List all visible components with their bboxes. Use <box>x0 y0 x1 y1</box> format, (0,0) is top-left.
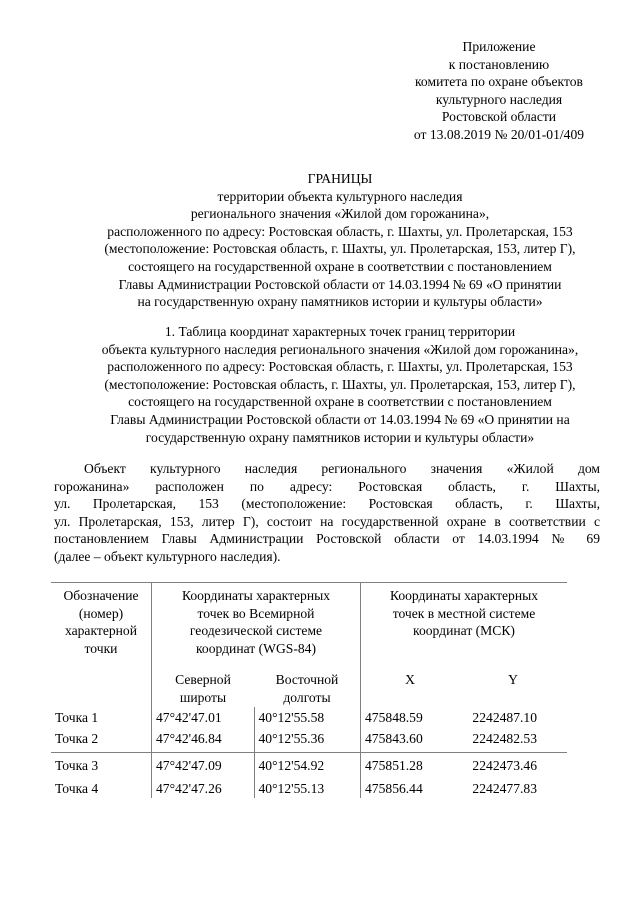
header-text: Y <box>508 672 518 688</box>
paragraph-line: постановлением Главы Администрации Ростовской области от 14.03.1994 № 69 <box>54 531 600 547</box>
cell-point: Точка 2 <box>51 730 152 752</box>
cell-y: 2242487.10 <box>472 709 537 725</box>
title-heading: ГРАНИЦЫ <box>307 171 373 186</box>
section-heading <box>40 323 640 446</box>
header-text: Восточной <box>275 672 339 688</box>
title-line: Главы Администрации Ростовской области от 14.03.1994 № 69 «О принятии <box>118 276 562 292</box>
table-subheader-row <box>51 657 567 706</box>
cell-lon: 40°12'55.36 <box>254 730 361 752</box>
body-paragraph <box>54 460 600 566</box>
cell-lat: 47°42'47.09 <box>152 752 255 778</box>
header-text: Координаты характерных <box>181 588 331 603</box>
header-text: долготы <box>283 689 331 705</box>
cell-y: 2242482.53 <box>459 730 567 752</box>
header-text: координат (МСК) <box>413 623 515 639</box>
header-point-id <box>51 583 152 658</box>
cell-lat: 47°42'46.84 <box>152 730 255 752</box>
appendix-line: комитета по охране объектов <box>415 74 583 90</box>
appendix-header <box>380 38 618 144</box>
header-wgs84 <box>152 583 361 658</box>
table-row <box>51 778 567 798</box>
header-y <box>459 657 567 706</box>
header-text: точки <box>84 640 118 656</box>
table-header-row <box>51 583 567 658</box>
paragraph-line: Объект культурного наследия регионального значения «Жилой дом <box>84 461 600 476</box>
header-north-lat <box>152 657 255 706</box>
paragraph-line: (далее – объект культурного наследия). <box>54 548 281 564</box>
appendix-line: Приложение <box>462 39 536 54</box>
appendix-line: от 13.08.2019 № 20/01-01/409 <box>413 126 585 142</box>
appendix-line: культурного наследия <box>435 91 563 107</box>
header-msk <box>361 583 568 658</box>
header-text: широты <box>179 689 227 705</box>
paragraph-line: горожанина» расположен по адресу: Ростовская область, г. Шахты, <box>54 478 600 494</box>
table-row <box>51 707 567 731</box>
header-text: (номер) <box>78 605 124 621</box>
cell-lon: 40°12'55.13 <box>254 778 361 798</box>
header-text: геодезической системе <box>189 623 323 639</box>
cell-lon: 40°12'54.92 <box>254 752 361 778</box>
header-x <box>361 657 460 706</box>
title-line: регионального значения «Жилой дом горожанина», <box>190 206 490 222</box>
header-text: координат (WGS-84) <box>196 640 316 656</box>
empty-cell <box>51 657 152 706</box>
table-row <box>51 730 567 752</box>
section-line: объекта культурного наследия регионального значения «Жилой дом горожанина», <box>101 341 579 357</box>
appendix-line: к постановлению <box>448 56 550 72</box>
section-line: (местоположение: Ростовская область, г. Шахты, ул. Пролетарская, 153, литер Г), <box>104 376 576 392</box>
section-line: расположенного по адресу: Ростовская область, г. Шахты, ул. Пролетарская, 153 <box>107 359 573 375</box>
cell-x: 475848.59 <box>361 707 460 731</box>
appendix-line: Ростовской области <box>441 109 557 125</box>
cell-point: Точка 1 <box>55 709 99 725</box>
cell-lat: 47°42'47.26 <box>152 778 255 798</box>
cell-x: 475856.44 <box>361 778 460 798</box>
title-line: территории объекта культурного наследия <box>217 188 463 204</box>
cell-lon: 40°12'55.58 <box>254 707 361 731</box>
header-east-lon <box>254 657 361 706</box>
header-text: точек в местной системе <box>392 605 536 621</box>
document-title <box>40 170 640 311</box>
header-text: характерной <box>64 623 138 639</box>
header-text: Координаты характерных <box>389 588 539 603</box>
section-line: государственную охрану памятников истории и культуры области» <box>145 429 535 445</box>
paragraph-line: ул. Пролетарская, 153, литер Г), состоит на государственной охране в соответствии с <box>54 513 600 529</box>
title-line: состоящего на государственной охране в соответствии с постановлением <box>128 258 552 274</box>
section-line: Главы Администрации Ростовской области от 14.03.1994 № 69 «О принятии на <box>110 411 570 427</box>
title-line: на государственную охрану памятников истории и культуры области» <box>137 294 543 310</box>
title-line: расположенного по адресу: Ростовская область, г. Шахты, ул. Пролетарская, 153 <box>107 223 573 239</box>
cell-y: 2242473.46 <box>472 757 537 773</box>
cell-x: 475843.60 <box>361 730 460 752</box>
title-line: (местоположение: Ростовская область, г. Шахты, ул. Пролетарская, 153, литер Г), <box>104 241 576 257</box>
cell-x: 475851.28 <box>361 752 460 778</box>
header-text: Северной <box>175 672 231 688</box>
header-text: точек во Всемирной <box>197 605 315 621</box>
cell-lat: 47°42'47.01 <box>152 707 255 731</box>
table-row <box>51 752 567 778</box>
cell-point: Точка 4 <box>55 781 99 797</box>
cell-point: Точка 3 <box>55 757 99 773</box>
paragraph-line: ул. Пролетарская, 153 (местоположение: Ростовская область, г. Шахты, <box>54 496 600 512</box>
coordinates-table <box>51 582 567 798</box>
section-line: 1. Таблица координат характерных точек границ территории <box>164 324 516 339</box>
header-text: Обозначение <box>63 588 139 603</box>
header-text: X <box>405 672 415 688</box>
cell-y: 2242477.83 <box>472 781 537 797</box>
section-line: состоящего на государственной охране в соответствии с постановлением <box>128 394 552 410</box>
